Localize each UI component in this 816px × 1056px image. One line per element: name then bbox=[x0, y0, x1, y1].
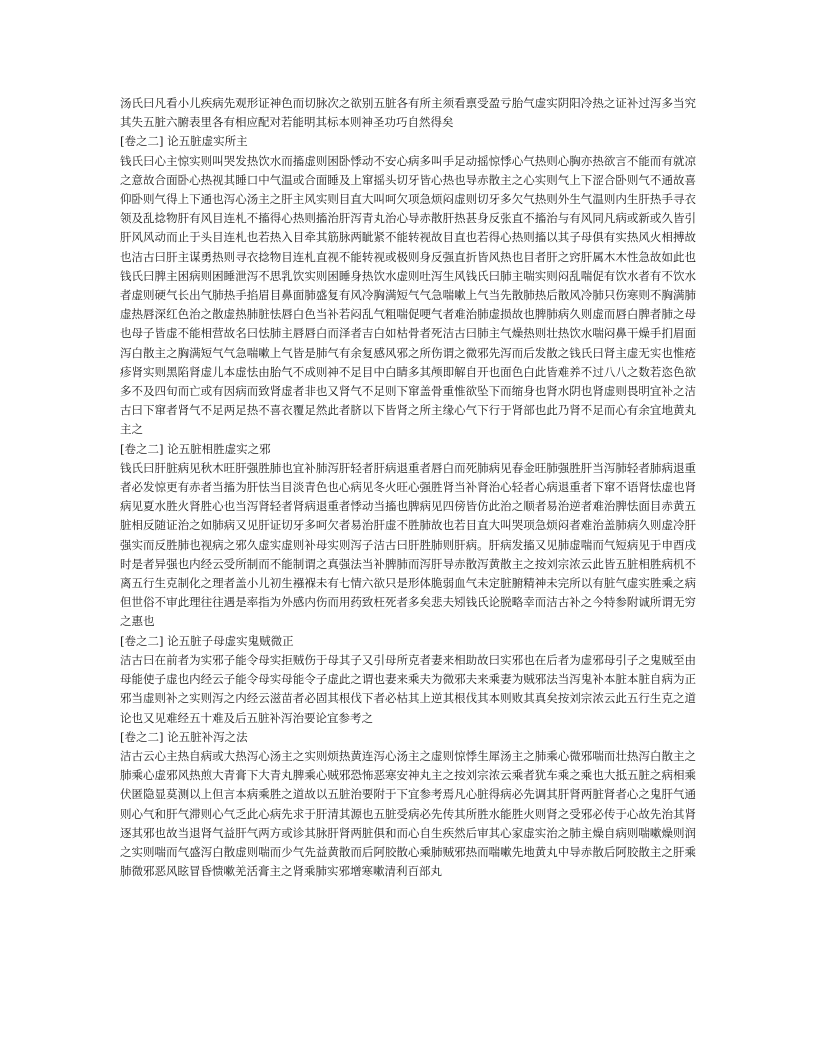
document-body bbox=[120, 94, 696, 881]
body-paragraph: 钱氏曰肝脏病见秋木旺肝强胜肺也宜补肺泻肝轻者肝病退重者唇白而死肺病见春金旺肺强胜肝当泻肺轻者肺病退重者必发惊更有赤者当搐为肝怯当目淡青色也心病见冬火旺心强胜肾当补肾治心轻者心病退重者下窜不语肾怯虚也肾病见夏水胜火肾胜心也当泻肾轻者肾病退重者悸动当搐也脾病见四傍皆仿此治之顺者易治逆者难治脾怯面目赤黄五脏相反随证治之如肺病又见肝证切牙多呵欠者易治肝虚不胜肺故也若目直大叫哭项急烦闷者难治盖肺病久则虚冷肝强实而反胜肺也视病之邪久虚实虚则补母实则泻子洁古曰肝胜肺则肝病。肝病发搐又见肺虚喘而气短病见于申酉戌时是者异强也内经云受所制而不能制谓之真强法当补脾肺而泻肝导赤散泻黄散主之按刘宗浓云此皆五脏相胜病机不离五行生克制化之理者盖小儿初生襁褓未有七情六欲只是形体脆弱血气未定脏腑精神未完所以有脏气虚实胜乘之病但世俗不审此理往往遇是率指为外感内伤而用药致枉死者多矣悲夫矧钱氏论脱略幸而洁古补之今特参附诚所谓无穷之惠也 bbox=[120, 460, 696, 629]
intro-paragraph: 汤氏曰凡看小儿疾病先观形证神色而切脉次之欲别五脏各有所主须看禀受盈亏胎气虚实阴阳冷热之证补过泻多当究其失五脏六腑表里各有相应配对若能明其标本则神圣功巧自然得矣 bbox=[120, 96, 696, 130]
section-heading: [卷之二] 论五脏补泻之法 bbox=[120, 729, 248, 744]
section-heading: [卷之二] 论五脏相胜虚实之邪 bbox=[120, 441, 271, 456]
section-heading: [卷之二] 论五脏虚实所主 bbox=[120, 134, 248, 149]
section-heading: [卷之二] 论五脏子母虚实鬼贼微正 bbox=[120, 633, 294, 648]
body-paragraph: 洁古曰在前者为实邪子能令母实拒贼伤于母其子又引母所克者妻来相助故曰实邪也在后者为虚邪母引子之鬼贼至由母能使子虚也内经云子能令母实母能令子虚此之谓也妻来乘夫为微邪夫来乘妻为贼邪法当泻鬼补本脏本脏自病为正邪当虚则补之实则泻之内经云滋苗者必固其根伐下者必枯其上逆其根伐其本则败其真矣按刘宗浓云此五行生克之道论也又见难经五十难及后五脏补泻治要论宜参考之 bbox=[120, 652, 696, 725]
body-paragraph: 洁古云心主热自病或大热泻心汤主之实则烦热黄连泻心汤主之虚则惊悸生犀汤主之肺乘心微邪喘而壮热泻白散主之肺乘心虚邪风热煎大青膏下大青丸脾乘心贼邪恐怖恶寒安神丸主之按刘宗浓云乘者犹车乘之乘也大抵五脏之病相乘伏匿隐显莫测以上但言本病乘胜之道故以五脏治要附于下宜参考焉凡心脏得病必先调其肝肾两脏肾者心之鬼肝气通则心气和肝气滞则心气乏此心病先求于肝清其源也五脏受病必先传其所胜水能胜火则肾之受邪必传于心故先治其肾逐其邪也故当退肾气益肝气两方或诊其脉肝肾两脏俱和而心自生疾然后审其心家虚实治之肺主燥自病则喘嗽燥则润之实则喘而气盛泻白散虚则喘而少气先益黄散而后阿胶散心乘肺贼邪热而喘嗽先地黄丸中导赤散后阿胶散主之肝乘肺微邪恶风眩冒昏愦嗽羌活膏主之肾乘肺实邪增寒嗽清利百部丸 bbox=[120, 748, 696, 879]
body-paragraph: 钱氏曰心主惊实则叫哭发热饮水而搐虚则困卧悸动不安心病多叫手足动摇惊悸心气热则心胸亦热欲言不能而有就凉之意故合面卧心热视其睡口中气温或合面睡及上窜摇头切牙皆心热也导赤散主之心实则气上下涩合卧则气不通故喜仰卧则气得上下通也泻心汤主之肝主风实则目直大叫呵欠项急烦闷虚则切牙多欠气热则外生气温则内生肝热手寻衣领及乱捻物肝有风目连札不搐得心热则搐治肝泻青丸治心导赤散肝热甚身反张直不搐治与有风同凡病或新或久皆引肝风风动而止于头目连札也若热入目牵其筋脉两眦紧不能转视故目直也若得心热则搐以其子母俱有实热风火相搏故也洁古曰肝主谋勇热则寻衣捻物目连札直视不能转视或极则身反强直折皆风热也目者肝之窍肝属木木性急故如此也钱氏曰脾主困病则困睡泄泻不思乳饮实则困睡身热饮水虚则吐泻生风钱氏曰肺主喘实则闷乱喘促有饮水者有不饮水者虚则硬气长出气肺热手掐眉目鼻面肺盛复有风冷胸满短气气急喘嗽上气当先散肺热后散风冷肺只伤寒则不胸满肺虚热唇深红色治之散虚热肺脏怯唇白色当补若闷乱气粗喘促哽气者难治肺虚损故也脾肺病久则虚而唇白脾者肺之母也母子皆虚不能相营故名曰怯肺主唇唇白而泽者吉白如枯骨者死洁古曰肺主气燥热则壮热饮水喘闷鼻干燥手扪眉面泻白散主之胸满短气气急喘嗽上气皆是肺气有余复感风邪之所伤谓之微邪先泻而后发散之钱氏曰肾主虚无实也惟疮疹肾实则黑陷肾虚儿本虚怯由胎气不成则神不足目中白睛多其颅即解自开也面色白此皆难养不过八八之数若恣色欲多不及四旬而亡或有因病而致肾虚者非也又肾气不足则下窜盖骨重惟欲坠下而缩身也肾水阴也肾虚则畏明宜补之洁古曰下窜者肾气不足两足热不喜衣覆足然此者脐以下皆肾之所主缘心气下行于肾部也此乃肾不足而心有余宜地黄丸主之 bbox=[120, 153, 696, 437]
